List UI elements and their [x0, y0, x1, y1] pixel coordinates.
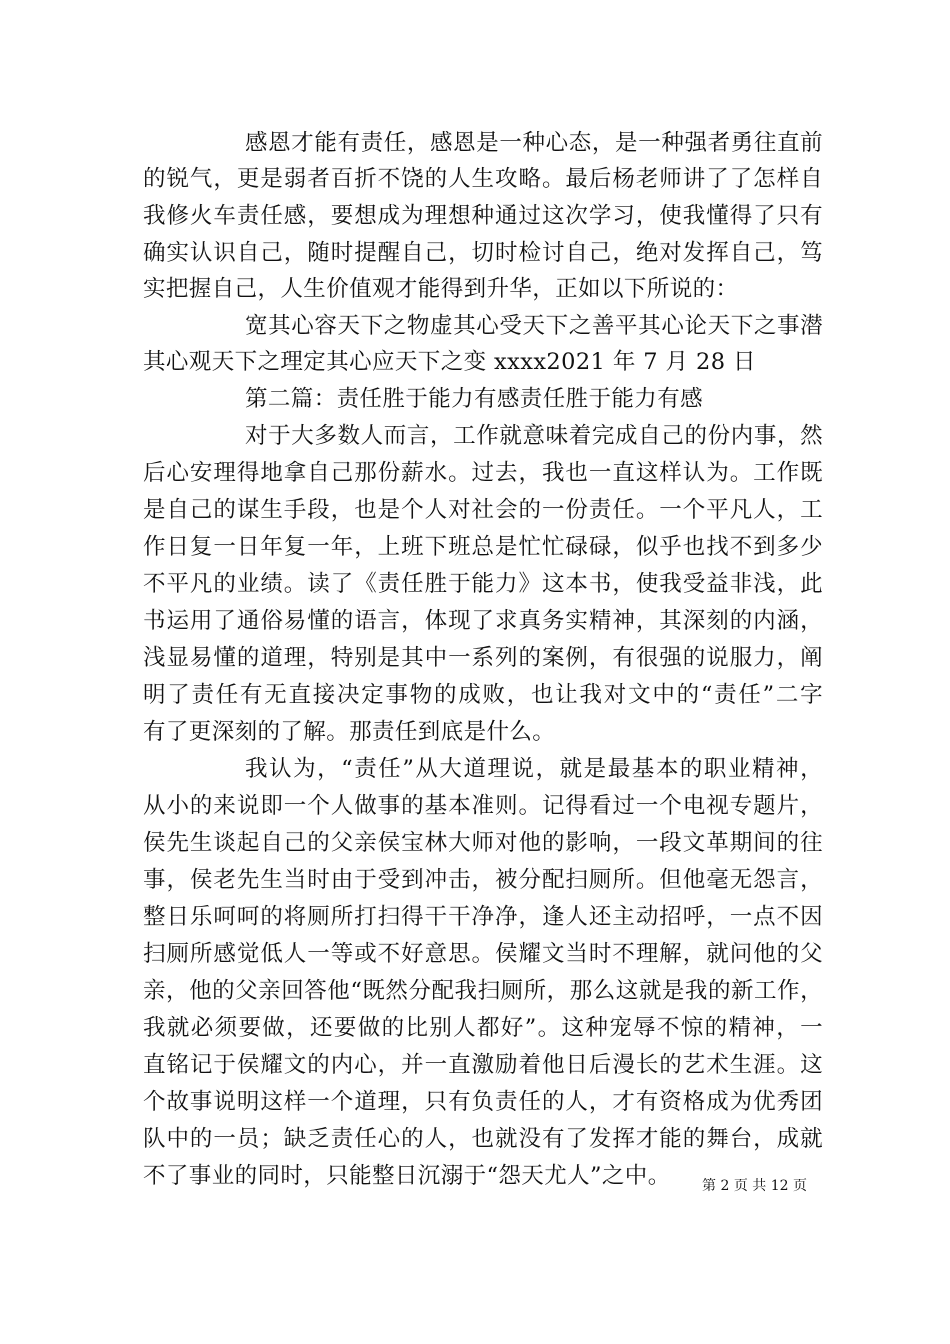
text-line: 的锐气，更是弱者百折不饶的人生攻略。最后杨老师讲了了怎样自 — [143, 166, 823, 192]
text-line: 从小的来说即一个人做事的基本准则。记得看过一个电视专题片， — [143, 793, 823, 819]
text-line: 书运用了通俗易懂的语言，体现了求真务实精神，其深刻的内涵， — [143, 608, 823, 634]
text-line: 事，侯老先生当时由于受到冲击，被分配扫厕所。但他毫无怨言， — [143, 867, 823, 893]
text-line: 对于大多数人而言，工作就意味着完成自己的份内事，然 — [245, 423, 823, 449]
text-line: 后心安理得地拿自己那份薪水。过去，我也一直这样认为。工作既 — [143, 460, 823, 486]
text-line: 感恩才能有责任，感恩是一种心态，是一种强者勇往直前 — [245, 130, 823, 156]
text-line: 侯先生谈起自己的父亲侯宝林大师对他的影响，一段文革期间的往 — [143, 830, 823, 856]
text-line: 扫厕所感觉低人一等或不好意思。侯耀文当时不理解，就问他的父 — [143, 941, 823, 967]
text-line: 浅显易懂的道理，特别是其中一系列的案例，有很强的说服力，阐 — [143, 645, 823, 671]
text-line: 我就必须要做，还要做的比别人都好”。这种宠辱不惊的精神，一 — [143, 1015, 823, 1041]
text-line: 个故事说明这样一个道理，只有负责任的人，才有资格成为优秀团 — [143, 1089, 823, 1115]
text-line: 整日乐呵呵的将厕所打扫得干干净净，逢人还主动招呼，一点不因 — [143, 904, 823, 930]
text-line: 有了更深刻的了解。那责任到底是什么。 — [143, 719, 556, 745]
text-line: 明了责任有无直接决定事物的成败，也让我对文中的“责任”二字 — [143, 682, 823, 708]
text-line: 亲，他的父亲回答他“既然分配我扫厕所，那么这就是我的新工作， — [143, 978, 823, 1004]
page-number-footer: 第 2 页 共 12 页 — [702, 1178, 807, 1194]
text-line: 我修火车责任感，要想成为理想种通过这次学习，使我懂得了只有 — [143, 203, 823, 229]
text-line: 宽其心容天下之物虚其心受天下之善平其心论天下之事潜 — [245, 313, 823, 339]
section-heading: 第二篇：责任胜于能力有感责任胜于能力有感 — [245, 386, 704, 412]
text-line: 我认为，“责任”从大道理说，就是最基本的职业精神， — [245, 756, 823, 782]
text-line: 其心观天下之理定其心应天下之变 xxxx2021 年 7 月 28 日 — [143, 349, 756, 375]
text-line: 不平凡的业绩。读了《责任胜于能力》这本书，使我受益非浅，此 — [143, 571, 823, 597]
text-line: 作日复一日年复一年，上班下班总是忙忙碌碌，似乎也找不到多少 — [143, 534, 823, 560]
text-line: 是自己的谋生手段，也是个人对社会的一份责任。一个平凡人，工 — [143, 497, 823, 523]
text-line: 实把握自己，人生价值观才能得到升华，正如以下所说的： — [143, 276, 739, 302]
text-line: 直铭记于侯耀文的内心，并一直激励着他日后漫长的艺术生涯。这 — [143, 1052, 823, 1078]
text-line: 队中的一员；缺乏责任心的人，也就没有了发挥才能的舞台，成就 — [143, 1126, 823, 1152]
text-line: 不了事业的同时，只能整日沉溺于“怨天尤人”之中。 — [143, 1163, 671, 1189]
text-line: 确实认识自己，随时提醒自己，切时检讨自己，绝对发挥自己，笃 — [143, 240, 823, 266]
